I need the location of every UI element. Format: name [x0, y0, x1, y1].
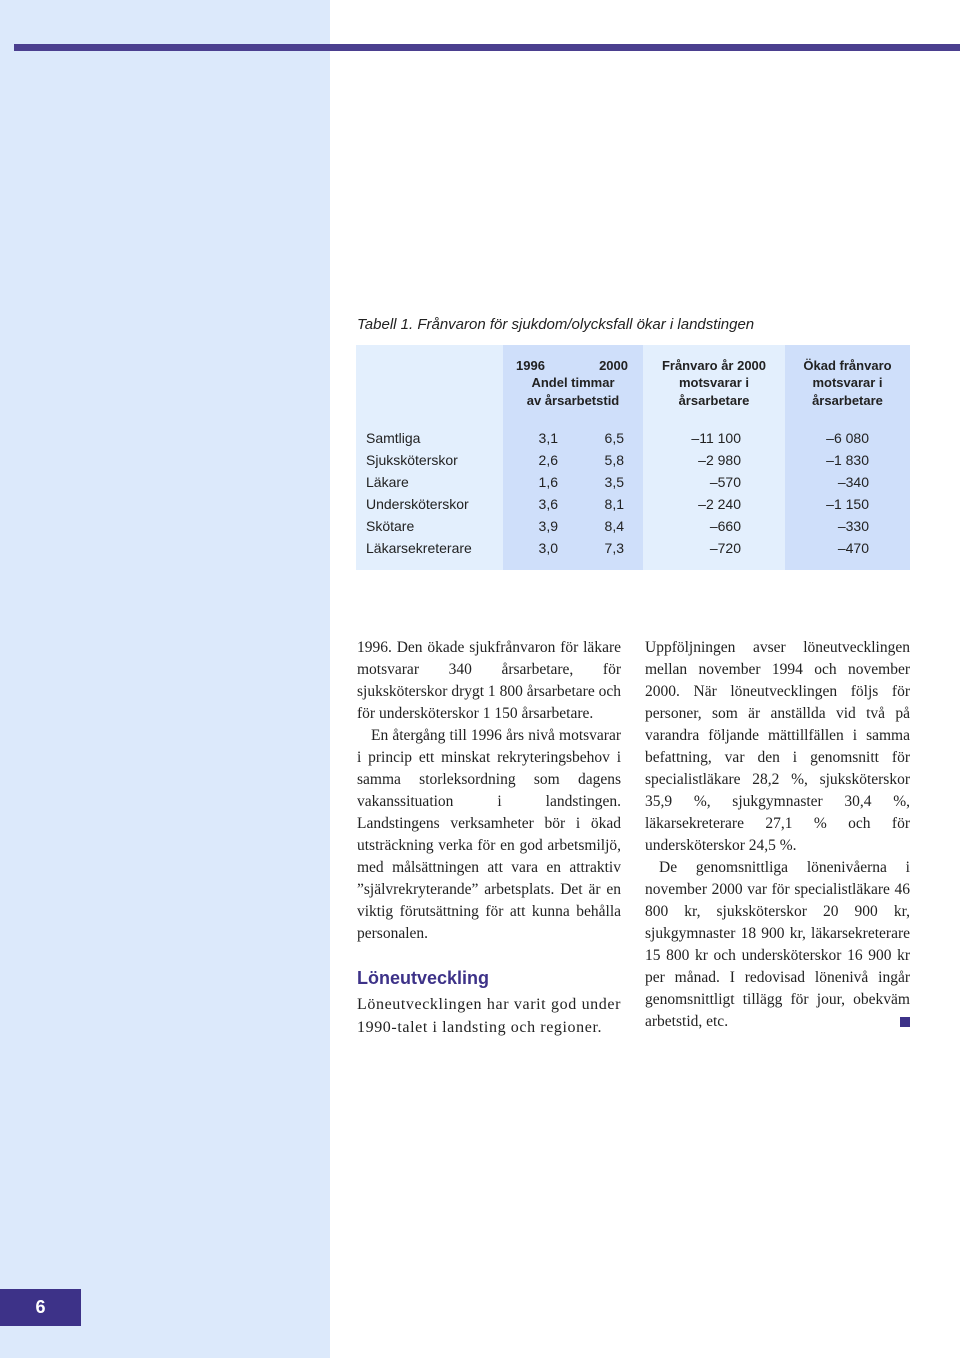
row-2000: 6,5: [604, 430, 624, 446]
row-absence: –2 980: [698, 452, 741, 468]
header-increase-line3: årsarbetare: [812, 393, 883, 408]
row-absence: –11 100: [691, 430, 741, 446]
row-1996: 1,6: [538, 474, 558, 490]
header-share-line2: av årsarbetstid: [526, 393, 620, 408]
row-increase: –340: [837, 474, 869, 490]
row-absence: –660: [709, 518, 741, 534]
row-increase: –1 830: [826, 452, 869, 468]
row-increase: –1 150: [826, 496, 869, 512]
row-1996: 2,6: [538, 452, 558, 468]
row-absence: –720: [709, 540, 741, 556]
right-paragraph-2-text: De genomsnittliga lönenivåerna i november 2000 var för specialistläkare 46 800 kr, sjuksköterskor 20 900 kr, sjukgymnaster 18 900 kr, läkarsekreterare 15 800 kr och undersköterskor 16 900 kr per månad. I redovisad lönenivå ingår genomsnittligt tillägg för jour, obekväm arbetstid, etc.: [645, 859, 910, 1030]
row-2000: 5,8: [604, 452, 624, 468]
header-absence-line2: motsvarar i: [678, 375, 750, 390]
header-absence-line1: Frånvaro år 2000: [661, 358, 767, 373]
right-paragraph-1: Uppföljningen avser löneutvecklingen mellan november 1994 och november 2000. När löneutvecklingen följs för personer, som är anställda vid två på varandra följande mättillfällen i samma befattning, var den i genomsnitt för specialistläkare 28,2 %, sjuksköterskor 35,9 %, sjukgymnaster 30,4 %, läkarsekreterare 27,1 % och för undersköterskor 24,5 %.: [645, 639, 910, 854]
row-1996: 3,9: [538, 518, 558, 534]
section-heading: Löneutveckling: [357, 968, 490, 988]
table-caption: Tabell 1. Frånvaron för sjukdom/olycksfall ökar i landstingen: [357, 316, 755, 333]
row-increase: –6 080: [826, 430, 869, 446]
row-increase: –470: [837, 540, 869, 556]
header-increase-line2: motsvarar i: [812, 375, 883, 390]
row-absence: –570: [709, 474, 741, 490]
left-paragraph-1: 1996. Den ökade sjukfrånvaron för läkare motsvarar 340 årsarbetare, för sjuksköterskor drygt 1 800 årsarbetare och för undersköterskor 1 150 årsarbetare.: [357, 639, 621, 722]
absence-table: [356, 345, 910, 570]
end-of-article-square-icon: [900, 1017, 910, 1027]
row-1996: 3,6: [538, 496, 558, 512]
left-text-column: [357, 637, 621, 1039]
row-label: Läkare: [366, 474, 409, 490]
row-label: Samtliga: [366, 430, 421, 446]
lead-paragraph: Löneutvecklingen har varit god under 1990-talet i landsting och regioner.: [357, 996, 621, 1036]
header-year-2000: 2000: [599, 358, 628, 373]
left-paragraph-2: En återgång till 1996 års nivå motsvarar i princip ett minskat rekryteringsbehov i samma storleksordning som dagens vakanssituation i landstingen. Landstingens verksamheter bör i ökad utsträckning verka för en god arbetsmiljö, med målsättningen att vara en attraktiv ”självrekryterande” arbetsplats. Det är en viktig förutsättning för att kunna behålla personalen.: [357, 727, 621, 942]
row-label: Skötare: [366, 518, 415, 534]
header-rule: [14, 44, 960, 51]
header-increase-line1: Ökad frånvaro: [803, 358, 892, 373]
row-2000: 8,1: [604, 496, 624, 512]
row-label: Sjuksköterskor: [366, 452, 458, 468]
page-number: 6: [0, 1289, 81, 1326]
right-paragraph-2: [645, 857, 910, 1033]
header-absence-line3: årsarbetare: [678, 393, 750, 408]
row-1996: 3,1: [538, 430, 558, 446]
row-increase: –330: [837, 518, 869, 534]
row-absence: –2 240: [698, 496, 741, 512]
header-share-line1: Andel timmar: [531, 375, 615, 390]
row-1996: 3,0: [538, 540, 558, 556]
row-label: Läkarsekreterare: [366, 540, 472, 556]
row-2000: 7,3: [604, 540, 624, 556]
row-label: Undersköterskor: [366, 496, 469, 512]
row-2000: 8,4: [604, 518, 624, 534]
row-2000: 3,5: [604, 474, 624, 490]
page-sidebar: [0, 0, 330, 1358]
right-text-column: [645, 637, 910, 1033]
header-year-1996: 1996: [516, 358, 545, 373]
